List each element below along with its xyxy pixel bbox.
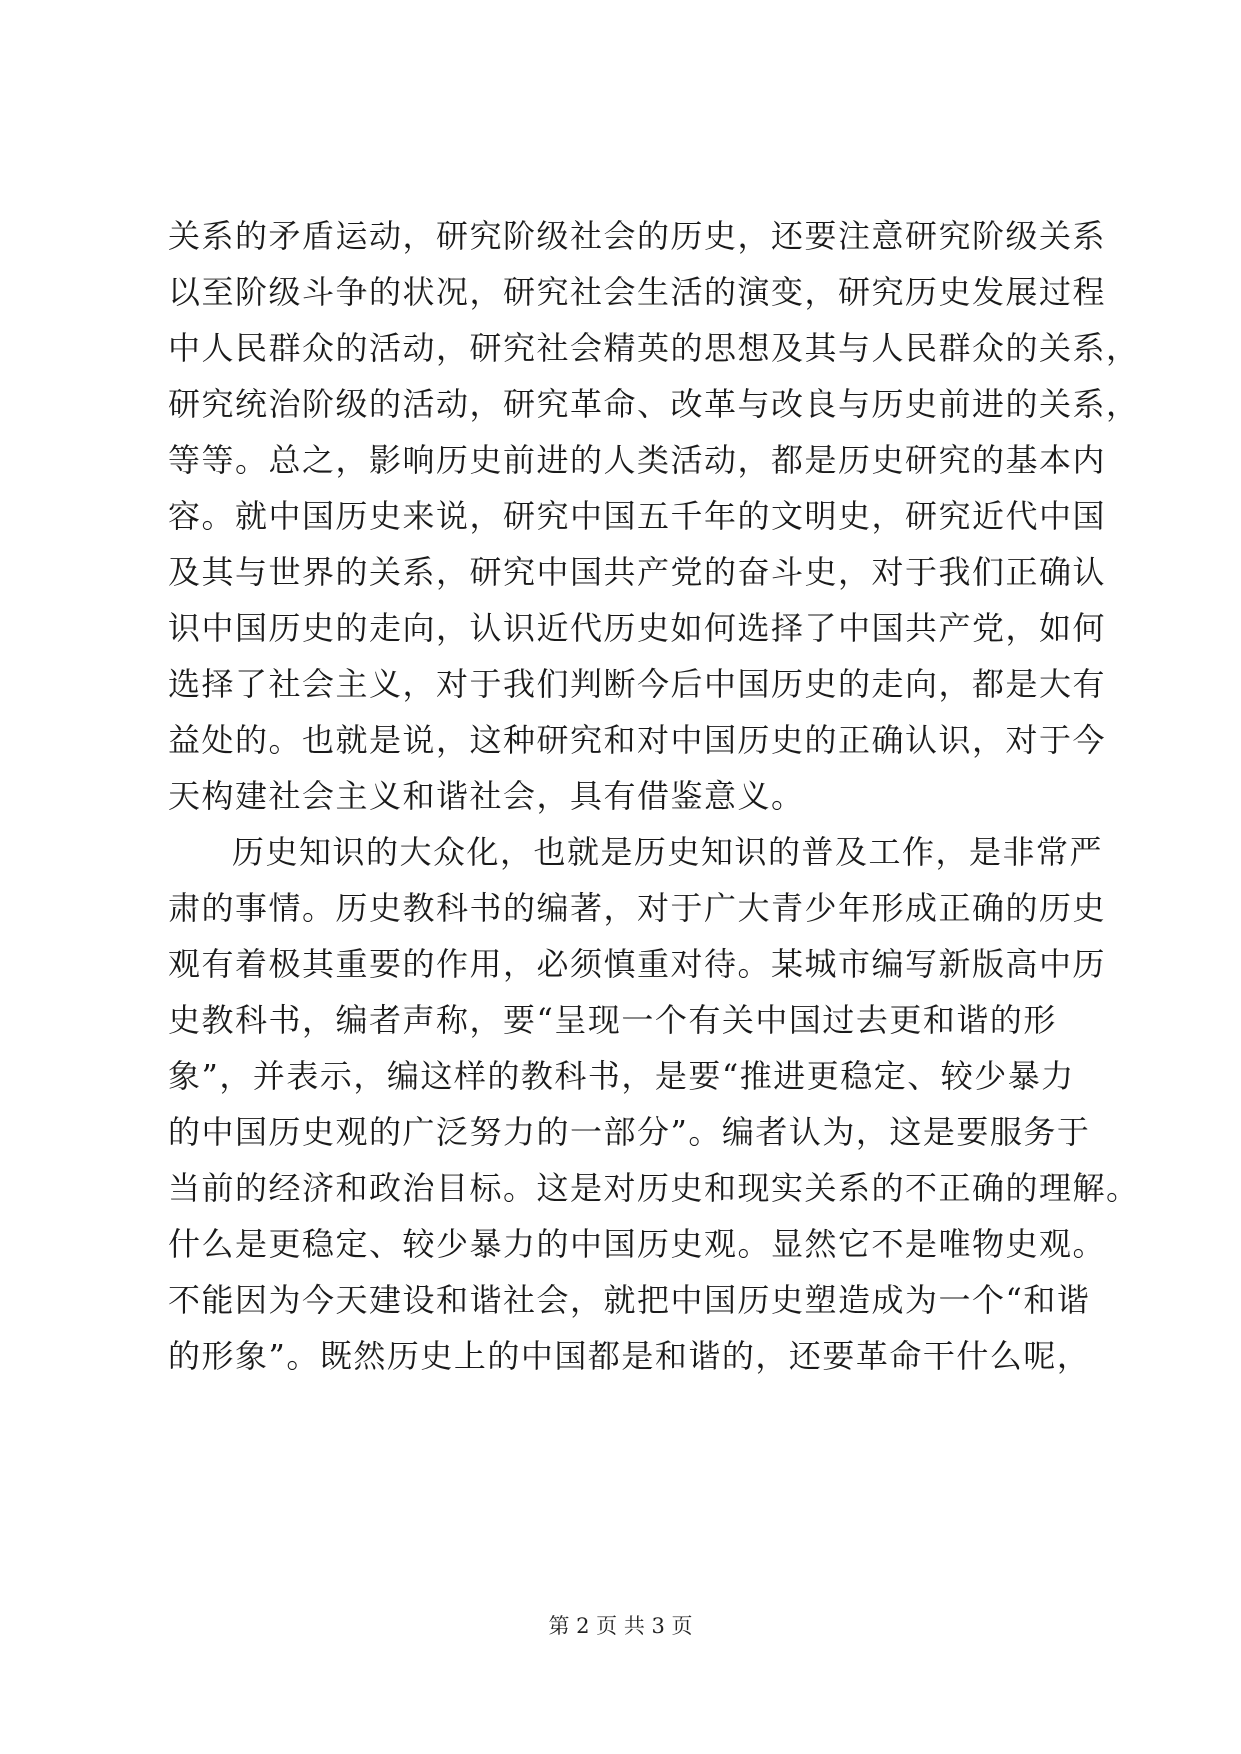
text-line: 不能因为今天建设和谐社会，就把中国历史塑造成为一个“和谐 bbox=[168, 1281, 1091, 1319]
text-line: 益处的。也就是说，这种研究和对中国历史的正确认识，对于今 bbox=[168, 721, 1107, 759]
text-line: 天构建社会主义和谐社会，具有借鉴意义。 bbox=[168, 777, 805, 815]
text-line: 观有着极其重要的作用，必须慎重对待。某城市编写新版高中历 bbox=[168, 945, 1107, 983]
page-number-footer: 第 2 页 共 3 页 bbox=[548, 1614, 693, 1638]
text-line: 识中国历史的走向，认识近代历史如何选择了中国共产党，如何 bbox=[168, 609, 1107, 647]
paragraph-start-line: 历史知识的大众化，也就是历史知识的普及工作，是非常严 bbox=[232, 833, 1104, 871]
text-line: 容。就中国历史来说，研究中国五千年的文明史，研究近代中国 bbox=[168, 497, 1107, 535]
text-line: 中人民群众的活动，研究社会精英的思想及其与人民群众的关系， bbox=[168, 329, 1140, 367]
text-line: 及其与世界的关系，研究中国共产党的奋斗史，对于我们正确认 bbox=[168, 553, 1107, 591]
text-line: 的中国历史观的广泛努力的一部分”。编者认为，这是要服务于 bbox=[168, 1113, 1091, 1151]
text-line: 象”，并表示，编这样的教科书，是要“推进更稳定、较少暴力 bbox=[168, 1057, 1075, 1095]
text-line: 当前的经济和政治目标。这是对历史和现实关系的不正确的理解。 bbox=[168, 1169, 1140, 1207]
text-line: 研究统治阶级的活动，研究革命、改革与改良与历史前进的关系， bbox=[168, 385, 1140, 423]
text-line: 肃的事情。历史教科书的编著，对于广大青少年形成正确的历史 bbox=[168, 889, 1107, 927]
text-line: 关系的矛盾运动，研究阶级社会的历史，还要注意研究阶级关系 bbox=[168, 217, 1107, 255]
text-line: 史教科书，编者声称，要“呈现一个有关中国过去更和谐的形 bbox=[168, 1001, 1057, 1039]
text-line: 等等。总之，影响历史前进的人类活动，都是历史研究的基本内 bbox=[168, 441, 1107, 479]
text-line: 的形象”。既然历史上的中国都是和谐的，还要革命干什么呢， bbox=[168, 1337, 1091, 1375]
text-line: 以至阶级斗争的状况，研究社会生活的演变，研究历史发展过程 bbox=[168, 273, 1107, 311]
text-line: 什么是更稳定、较少暴力的中国历史观。显然它不是唯物史观。 bbox=[168, 1225, 1107, 1263]
text-line: 选择了社会主义，对于我们判断今后中国历史的走向，都是大有 bbox=[168, 665, 1107, 703]
